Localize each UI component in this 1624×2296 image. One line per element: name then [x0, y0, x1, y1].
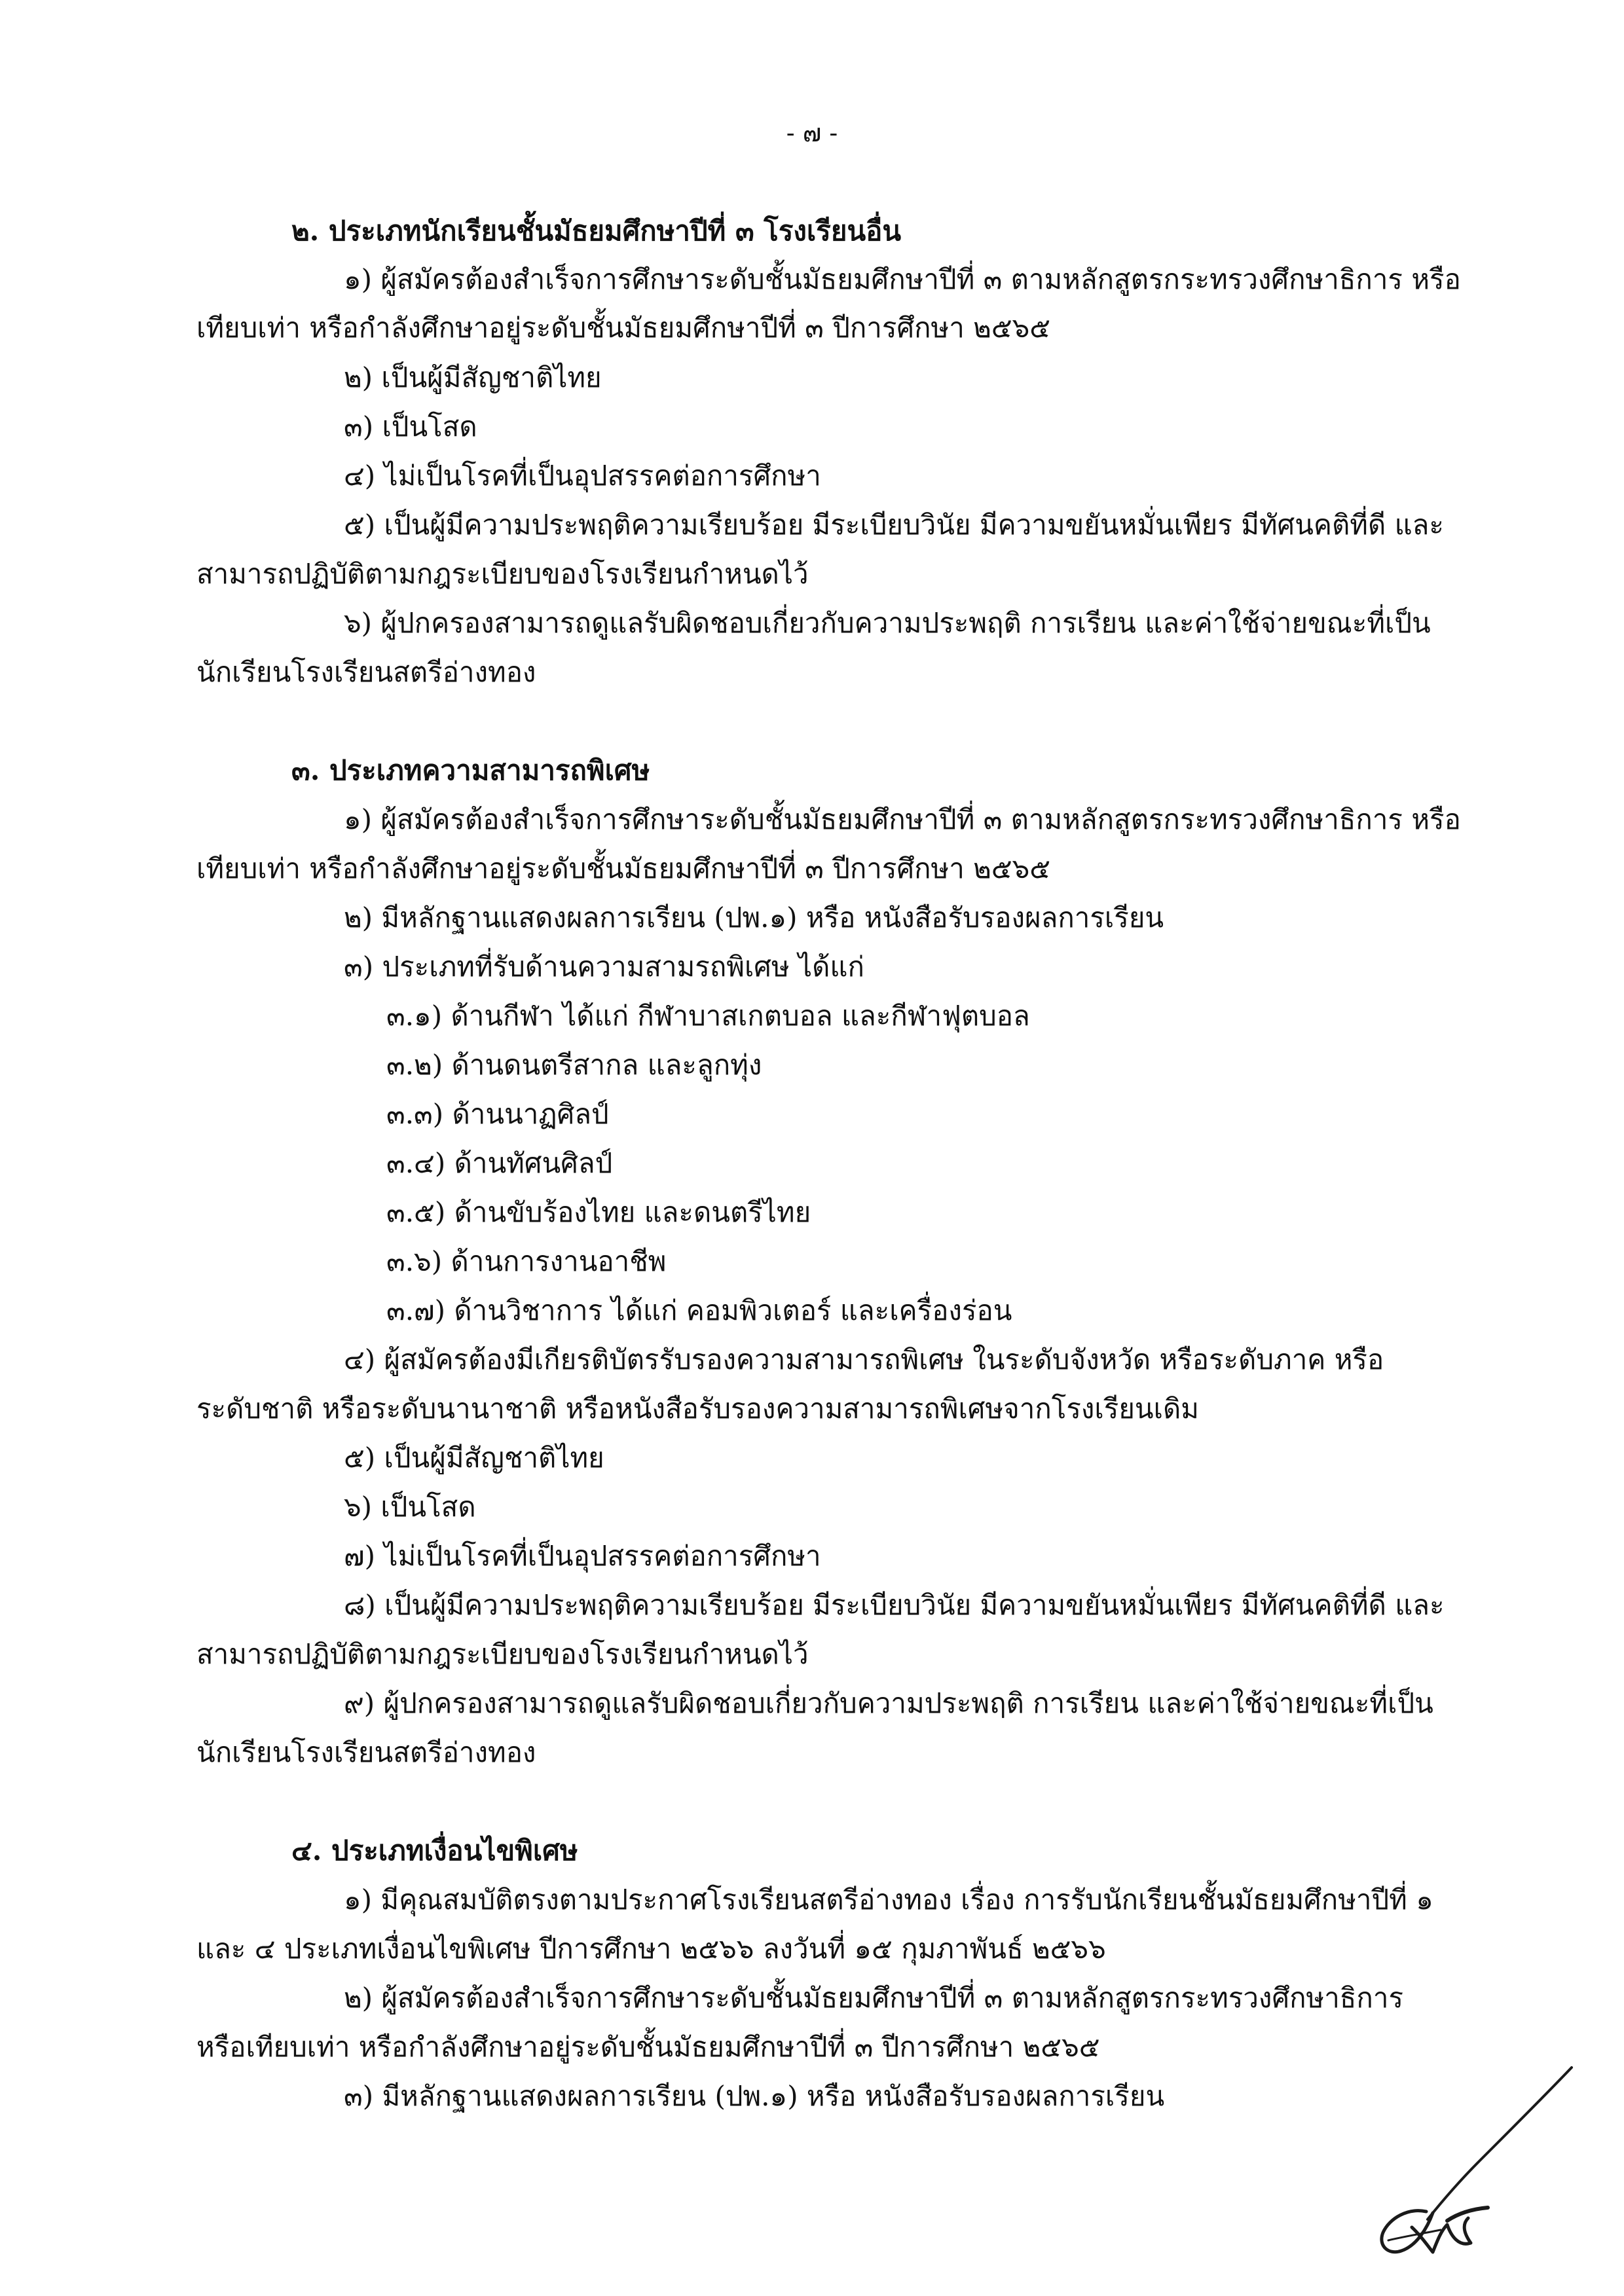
s3-item-9-line-1: ๙) ผู้ปกครองสามารถดูแลรับผิดชอบเกี่ยวกับความประพฤติ การเรียน และค่าใช้จ่ายขณะที่เป็น [344, 1687, 1433, 1719]
s2-item-5-line-1: ๕) เป็นผู้มีความประพฤติความเรียบร้อย มีระเบียบวินัย มีความขยันหมั่นเพียร มีทัศนคติที่ดี และ [344, 509, 1444, 541]
s3-sub-3-1: ๓.๑) ด้านกีฬา ได้แก่ กีฬาบาสเกตบอล และกีฬาฟุตบอล [386, 1000, 1030, 1032]
s3-sub-3-5: ๓.๕) ด้านขับร้องไทย และดนตรีไทย [386, 1196, 811, 1228]
s4-item-3: ๓) มีหลักฐานแสดงผลการเรียน (ปพ.๑) หรือ หนังสือรับรองผลการเรียน [344, 2080, 1165, 2112]
s2-item-5-line-2: สามารถปฏิบัติตามกฎระเบียบของโรงเรียนกำหนดไว้ [196, 558, 809, 590]
section-2-heading: ๒. ประเภทนักเรียนชั้นมัธยมศึกษาปีที่ ๓ โรงเรียนอื่น [291, 215, 902, 247]
s3-sub-3-6: ๓.๖) ด้านการงานอาชีพ [386, 1245, 667, 1277]
s3-item-8-line-1: ๘) เป็นผู้มีความประพฤติความเรียบร้อย มีระเบียบวินัย มีความขยันหมั่นเพียร มีทัศนคติที่ดี และ [344, 1589, 1445, 1621]
s2-item-6-line-1: ๖) ผู้ปกครองสามารถดูแลรับผิดชอบเกี่ยวกับความประพฤติ การเรียน และค่าใช้จ่ายขณะที่เป็น [344, 607, 1431, 639]
s4-item-2-line-2: หรือเทียบเท่า หรือกำลังศึกษาอยู่ระดับชั้นมัธยมศึกษาปีที่ ๓ ปีการศึกษา ๒๕๖๕ [196, 2031, 1100, 2063]
section-4-heading: ๔. ประเภทเงื่อนไขพิเศษ [291, 1834, 578, 1867]
page-number: - ๗ - [786, 118, 838, 147]
s3-item-4-line-1: ๔) ผู้สมัครต้องมีเกียรติบัตรรับรองความสามารถพิเศษ ในระดับจังหวัด หรือระดับภาค หรือ [344, 1343, 1384, 1376]
s3-item-1-line-2: เทียบเท่า หรือกำลังศึกษาอยู่ระดับชั้นมัธยมศึกษาปีที่ ๓ ปีการศึกษา ๒๕๖๕ [196, 852, 1051, 884]
s4-item-2-line-1: ๒) ผู้สมัครต้องสำเร็จการศึกษาระดับชั้นมัธยมศึกษาปีที่ ๓ ตามหลักสูตรกระทรวงศึกษาธิการ [344, 1982, 1404, 2014]
s2-item-4: ๔) ไม่เป็นโรคที่เป็นอุปสรรคต่อการศึกษา [344, 460, 821, 492]
s3-item-9-line-2: นักเรียนโรงเรียนสตรีอ่างทอง [196, 1736, 536, 1768]
signature-icon [1349, 2056, 1598, 2278]
s2-item-3: ๓) เป็นโสด [344, 410, 477, 443]
s3-item-6: ๖) เป็นโสด [344, 1491, 476, 1523]
s4-item-1-line-1: ๑) มีคุณสมบัติตรงตามประกาศโรงเรียนสตรีอ่างทอง เรื่อง การรับนักเรียนชั้นมัธยมศึกษาปีที่ ๑ [344, 1884, 1433, 1916]
s3-item-7: ๗) ไม่เป็นโรคที่เป็นอุปสรรคต่อการศึกษา [344, 1540, 821, 1572]
s2-item-6-line-2: นักเรียนโรงเรียนสตรีอ่างทอง [196, 656, 536, 688]
section-3-heading: ๓. ประเภทความสามารถพิเศษ [291, 754, 650, 786]
s4-item-1-line-2: และ ๔ ประเภทเงื่อนไขพิเศษ ปีการศึกษา ๒๕๖๖ ลงวันที่ ๑๕ กุมภาพันธ์ ๒๕๖๖ [196, 1933, 1106, 1965]
s3-item-4-line-2: ระดับชาติ หรือระดับนานาชาติ หรือหนังสือรับรองความสามารถพิเศษจากโรงเรียนเดิม [196, 1393, 1199, 1425]
s3-sub-3-7: ๓.๗) ด้านวิชาการ ได้แก่ คอมพิวเตอร์ และเครื่องร่อน [386, 1294, 1012, 1326]
s2-item-1-line-2: เทียบเท่า หรือกำลังศึกษาอยู่ระดับชั้นมัธยมศึกษาปีที่ ๓ ปีการศึกษา ๒๕๖๕ [196, 312, 1051, 344]
s3-item-3: ๓) ประเภทที่รับด้านความสามรถพิเศษ ได้แก่ [344, 951, 864, 983]
s3-sub-3-2: ๓.๒) ด้านดนตรีสากล และลูกทุ่ง [386, 1049, 762, 1081]
s3-item-2: ๒) มีหลักฐานแสดงผลการเรียน (ปพ.๑) หรือ หนังสือรับรองผลการเรียน [344, 902, 1164, 934]
s3-sub-3-3: ๓.๓) ด้านนาฏศิลป์ [386, 1098, 609, 1130]
s3-item-5: ๕) เป็นผู้มีสัญชาติไทย [344, 1442, 604, 1474]
s3-sub-3-4: ๓.๔) ด้านทัศนศิลป์ [386, 1147, 613, 1179]
s3-item-8-line-2: สามารถปฏิบัติตามกฎระเบียบของโรงเรียนกำหนดไว้ [196, 1638, 809, 1670]
s2-item-1-line-1: ๑) ผู้สมัครต้องสำเร็จการศึกษาระดับชั้นมัธยมศึกษาปีที่ ๓ ตามหลักสูตรกระทรวงศึกษาธิการ หรือ [344, 263, 1461, 295]
s2-item-2: ๒) เป็นผู้มีสัญชาติไทย [344, 361, 602, 393]
s3-item-1-line-1: ๑) ผู้สมัครต้องสำเร็จการศึกษาระดับชั้นมัธยมศึกษาปีที่ ๓ ตามหลักสูตรกระทรวงศึกษาธิการ หรือ [344, 803, 1461, 835]
